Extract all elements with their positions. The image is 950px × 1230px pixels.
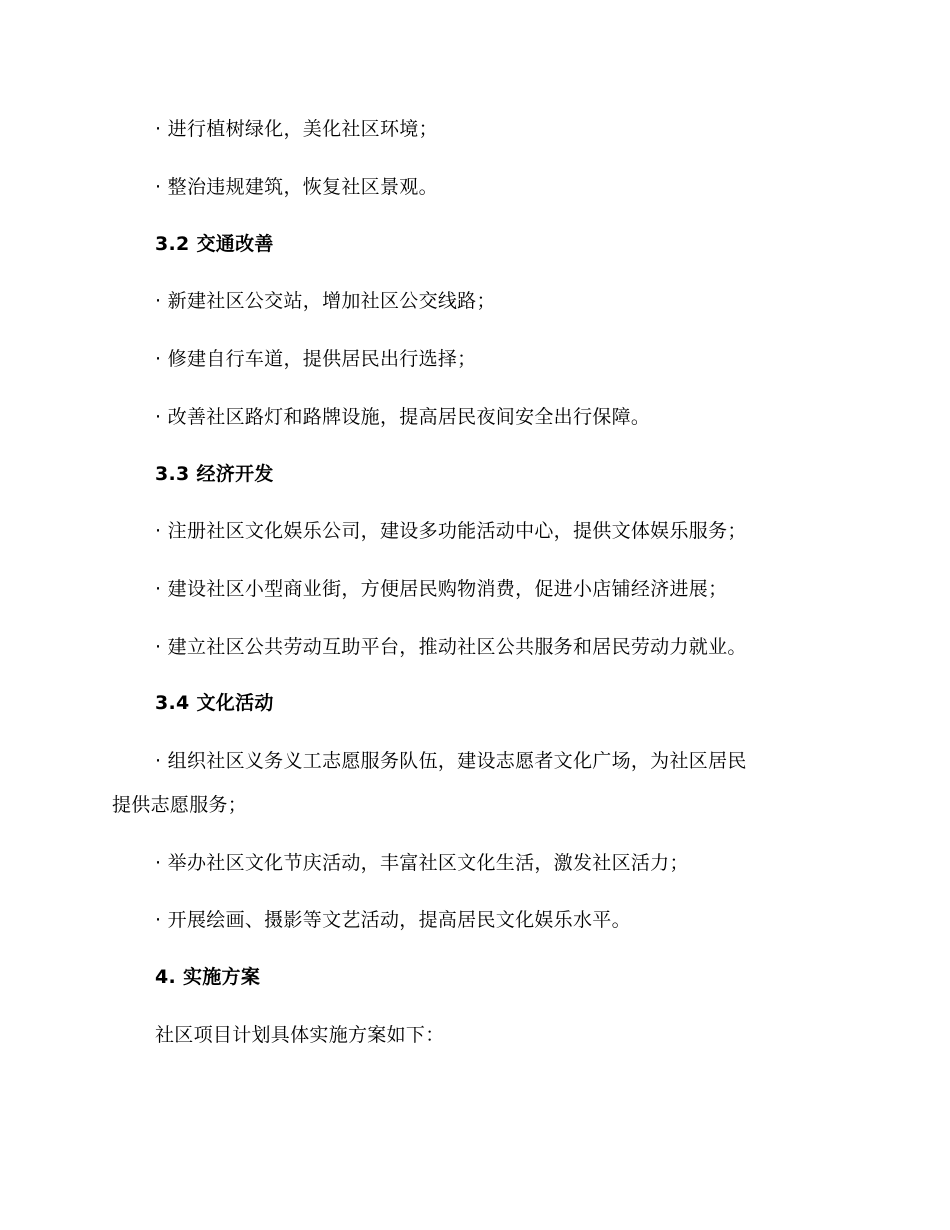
bullet-volunteer-line2: 提供志愿服务； bbox=[112, 794, 248, 816]
bullet-greening: · 进行植树绿化，美化社区环境； bbox=[155, 118, 438, 140]
section-heading-3-3: 3.3 经济开发 bbox=[155, 463, 274, 485]
bullet-labor-platform: · 建立社区公共劳动互助平台，推动社区公共服务和居民劳动力就业。 bbox=[155, 636, 747, 658]
section-heading-3-4: 3.4 文化活动 bbox=[155, 692, 274, 714]
section-heading-4: 4. 实施方案 bbox=[155, 966, 261, 988]
bullet-festival: · 举办社区文化节庆活动，丰富社区文化生活，激发社区活力； bbox=[155, 852, 689, 874]
section-heading-3-2: 3.2 交通改善 bbox=[155, 233, 274, 255]
bullet-bike-lane: · 修建自行车道，提供居民出行选择； bbox=[155, 348, 477, 370]
bullet-street-lights: · 改善社区路灯和路牌设施，提高居民夜间安全出行保障。 bbox=[155, 406, 651, 428]
bullet-commercial-street: · 建设社区小型商业街，方便居民购物消费，促进小店铺经济进展； bbox=[155, 578, 728, 600]
bullet-volunteer-line1: · 组织社区义务义工志愿服务队伍，建设志愿者文化广场，为社区居民 bbox=[155, 750, 747, 772]
bullet-arts: · 开展绘画、摄影等文艺活动，提高居民文化娱乐水平。 bbox=[155, 909, 631, 931]
bullet-illegal-buildings: · 整治违规建筑，恢复社区景观。 bbox=[155, 176, 438, 198]
paragraph-plan-intro: 社区项目计划具体实施方案如下： bbox=[155, 1024, 445, 1046]
bullet-culture-company: · 注册社区文化娱乐公司，建设多功能活动中心，提供文体娱乐服务； bbox=[155, 520, 747, 542]
bullet-bus-station: · 新建社区公交站，增加社区公交线路； bbox=[155, 290, 496, 312]
